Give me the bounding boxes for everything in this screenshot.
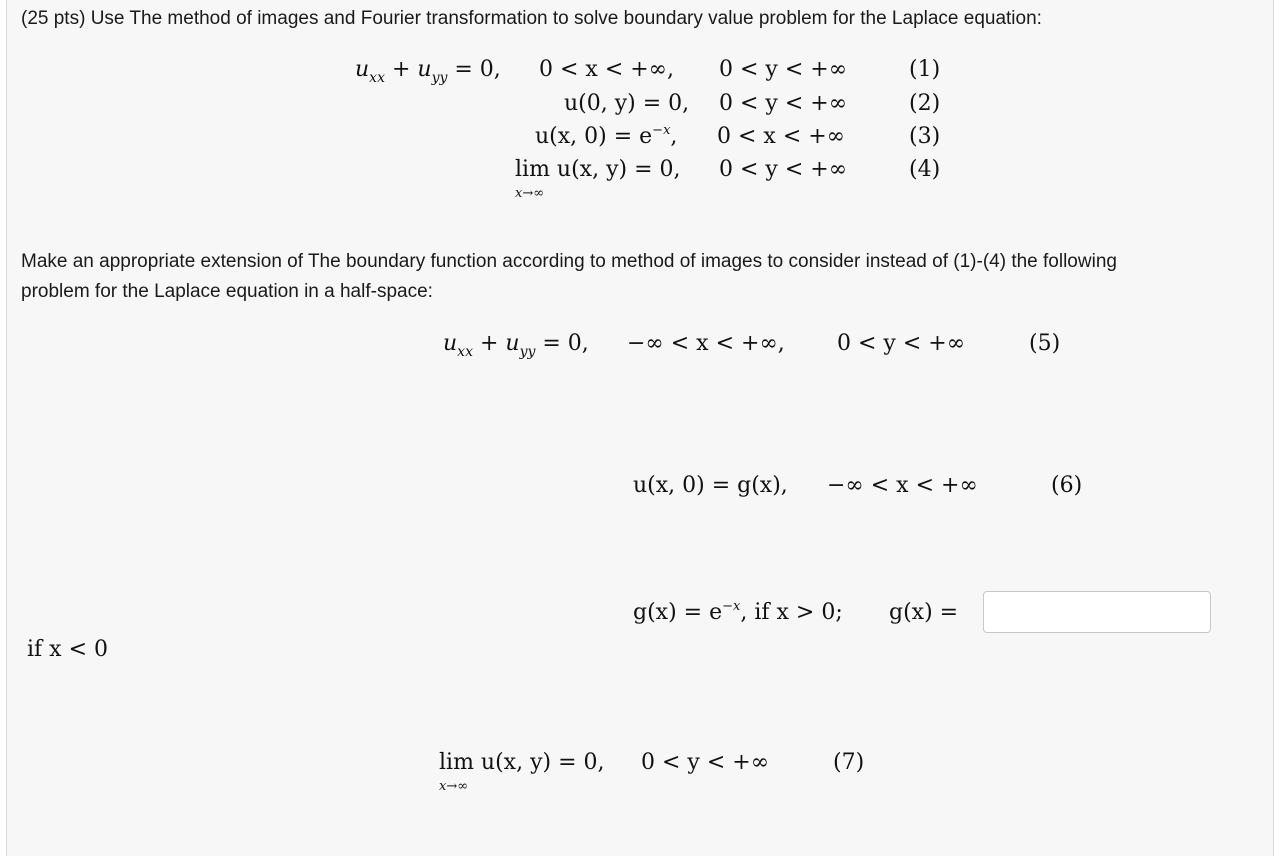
equation-1-lhs: $u_{xx} + u_{yy} = 0$,: [355, 57, 501, 86]
equation-5-lhs: $u_{xx} + u_{yy} = 0$,: [443, 331, 589, 360]
g-definition: $g(x) = e^{-x}$, if x > 0;: [633, 599, 843, 625]
g-equals-label: g(x) =: [889, 600, 959, 625]
question-intro: (25 pts) Use The method of images and Fourier transformation to solve boundary value problem for the Laplace equation:: [21, 8, 1042, 29]
equation-7-domain: 0 < y < +∞: [641, 750, 770, 775]
equation-7-expr: lim x→∞ u(x, y) = 0,: [439, 750, 605, 794]
equation-4-tag: (4): [909, 157, 941, 182]
equation-4-domain: 0 < y < +∞: [719, 157, 848, 182]
equation-3-domain: 0 < x < +∞: [717, 124, 846, 149]
equation-6-domain: −∞ < x < +∞: [827, 473, 978, 498]
equation-5-domain-y: 0 < y < +∞: [837, 331, 966, 356]
equation-5-tag: (5): [1029, 331, 1061, 356]
equation-6-expr: u(x, 0) = g(x),: [633, 473, 788, 498]
equation-1-domain-y: 0 < y < +∞: [719, 57, 848, 82]
equation-3-expr: u(x, $0) = e^{-x}$,: [535, 123, 678, 149]
equation-1-domain-x: 0 < x < +∞,: [539, 57, 674, 82]
equation-6-tag: (6): [1051, 473, 1083, 498]
equation-2-tag: (2): [909, 91, 941, 116]
equation-5-domain-x: −∞ < x < +∞,: [627, 331, 785, 356]
extension-text-line-2: problem for the Laplace equation in a half-space:: [21, 281, 433, 302]
equation-3-tag: (3): [909, 124, 941, 149]
g-answer-input[interactable]: [983, 591, 1211, 633]
question-panel: [6, 0, 1274, 856]
g-condition-negative: if x < 0: [27, 637, 108, 662]
equation-2-expr: u(0, y) = 0,: [564, 91, 690, 116]
extension-text-line-1: Make an appropriate extension of The boundary function according to method of images to consider instead of (1)-(4) the following: [21, 251, 1117, 272]
equation-1-tag: (1): [909, 57, 941, 82]
equation-4-expr: lim x→∞ u(x, y) = 0,: [515, 157, 681, 201]
equation-2-domain: 0 < y < +∞: [719, 91, 848, 116]
equation-7-tag: (7): [833, 750, 865, 775]
